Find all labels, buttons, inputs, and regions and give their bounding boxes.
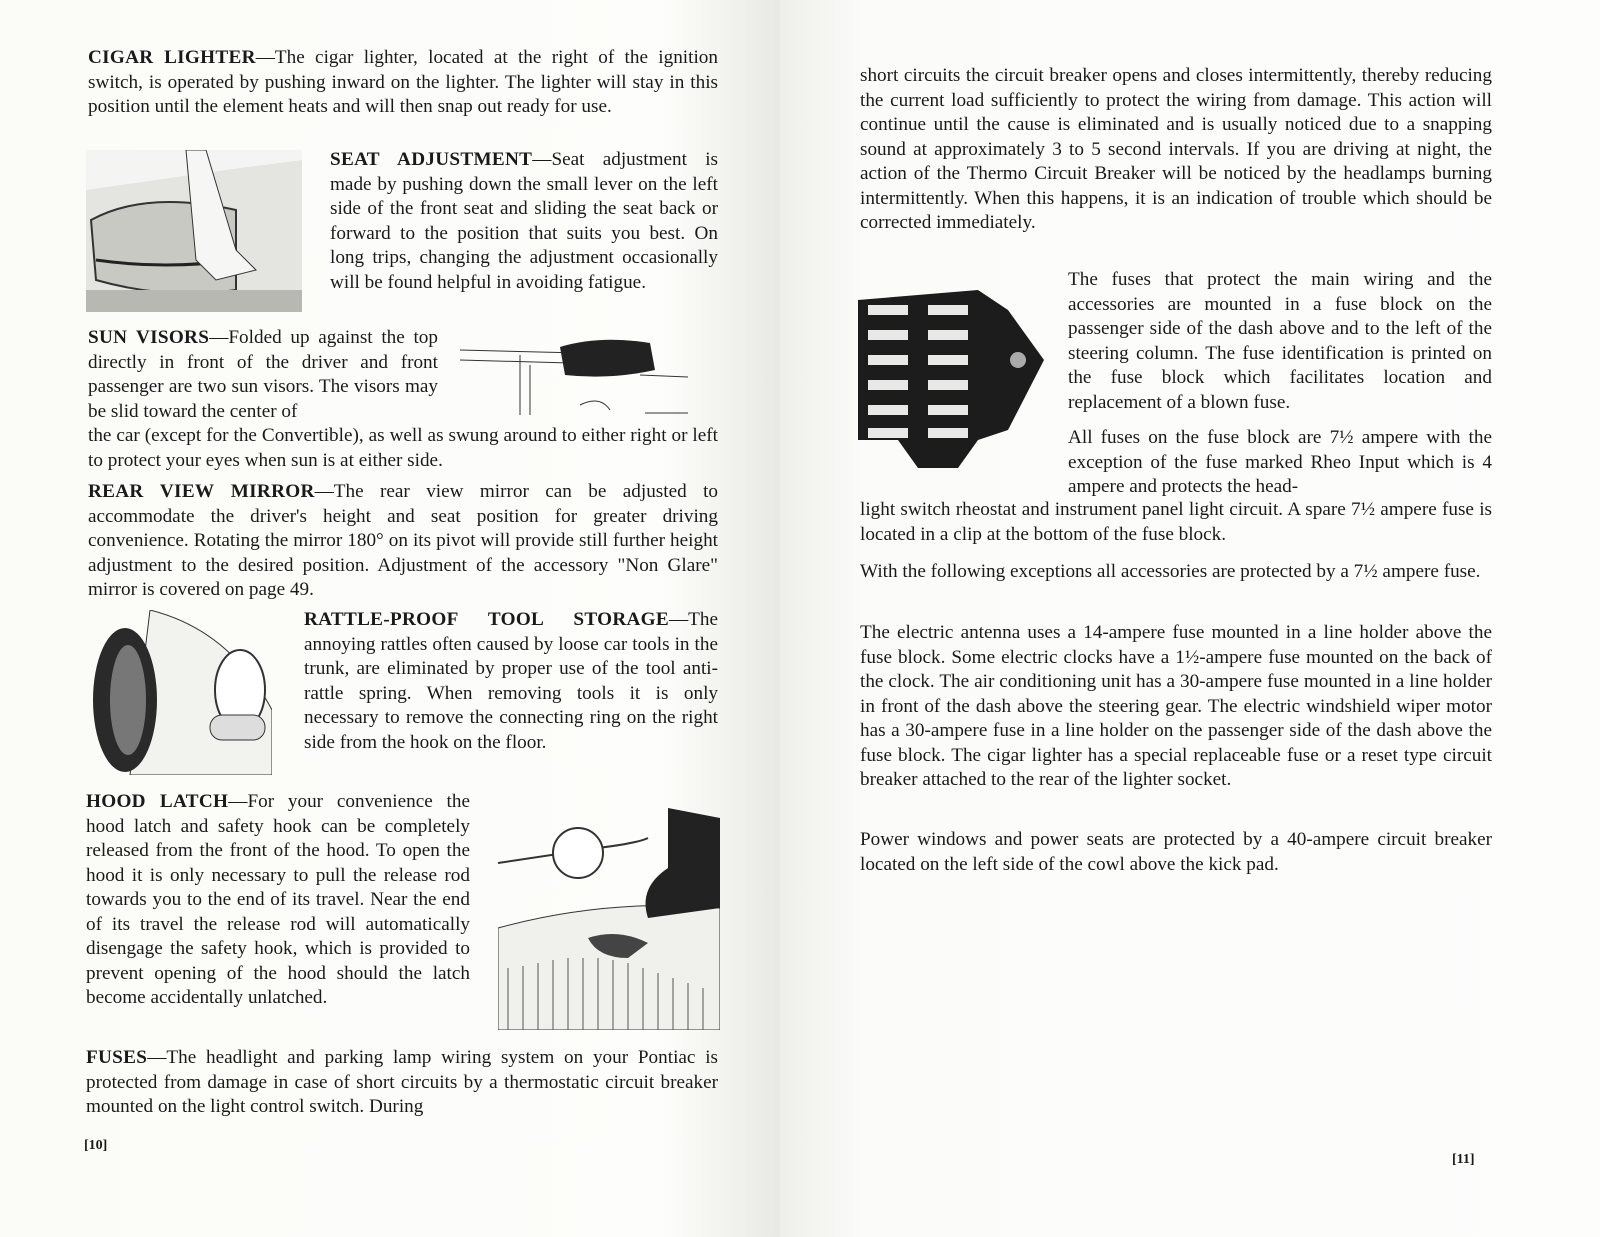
exceptions-paragraph: The electric antenna uses a 14-ampere fuse mounted in a line holder above the fuse block. Some electric clocks have a 1½-ampere fuse mounted on the back of the clock. The air conditioning unit has a 30-ampere fuse mounted in a line holder in front of the dash above the steering gear. The electric windshield wiper motor has a 30-ampere fuse in a line holder on the passenger side of the dash above the fuse block. The cigar lighter has a special replaceable fuse or a reset type circuit breaker attached to the rear of the lighter socket. <box>860 622 1492 790</box>
sun-visors-text-continued: the car (except for the Convertible), as well as swung around to either right or left to protect your eyes when sun is at either side. <box>88 425 718 471</box>
circuit-breaker-paragraph: short circuits the circuit breaker opens and closes intermittently, thereby reducing the current load sufficiently to protect the wiring from damage. This action will continue until the cause is eliminated and is usually noticed due to a snapping sound at approximately 3 to 5 second intervals. If you are driving at night, the action of the Thermo Circuit Breaker will be noticed by the headlamps burning intermittently. When this happens, it is an indication of trouble which should be corrected immediately. <box>860 65 1492 233</box>
sun-visor-illustration <box>460 335 688 417</box>
seat-adjustment-illustration <box>86 150 302 312</box>
fuse-block-paragraph: The fuses that protect the main wiring and the accessories are mounted in a fuse block on the passenger side of the dash above and to the left of the steering column. The fuse identification is printed on the fuse block which facilitates location and replacement of a blown fuse. <box>1068 269 1492 413</box>
hood-latch-section <box>86 790 470 1011</box>
page-number: [10] <box>84 1138 108 1153</box>
fuse-ratings-paragraph-continued: light switch rheostat and instrument panel light circuit. A spare 7½ ampere fuse is located in a clip at the bottom of the fuse block. <box>860 499 1492 545</box>
seat-adjustment-heading: SEAT ADJUSTMENT <box>330 149 533 170</box>
tool-storage-text: —The annoying rattles often caused by loose car tools in the trunk, are eliminated by proper use of the tool anti-rattle spring. When removing tools it is only necessary to remove the connecting ring on the right side from the hook on the floor. <box>304 609 718 753</box>
hood-latch-text: —For your convenience the hood latch and safety hook can be completely released from the front of the hood. To open the hood it is only necessary to pull the release rod towards you to the end of its travel. Near the end of its travel the release rod will automatically disengage the safety hook, which is provided to prevent opening of the hood should the latch become accidentally unlatched. <box>86 791 470 1008</box>
accessories-paragraph: With the following exceptions all accessories are protected by a 7½ ampere fuse. <box>860 561 1481 582</box>
fuse-block-illustration <box>858 280 1044 468</box>
fuses-heading: FUSES <box>86 1047 148 1068</box>
sun-visors-section <box>88 326 438 424</box>
fuses-text: —The headlight and parking lamp wiring system on your Pontiac is protected from damage in case of short circuits by a thermostatic circuit breaker mounted on the light control switch. During <box>86 1047 718 1117</box>
tool-storage-illustration <box>90 610 272 775</box>
sun-visors-text: —Folded up against the top directly in front of the driver and front passenger are two sun visors. The visors may be slid toward the center of <box>88 327 438 422</box>
cigar-lighter-section <box>88 46 718 120</box>
right-page <box>780 0 1600 1237</box>
page-number: [11] <box>1452 1152 1475 1167</box>
rear-view-mirror-section <box>88 480 718 603</box>
tool-storage-section <box>304 608 718 755</box>
fuse-ratings-paragraph: All fuses on the fuse block are 7½ ampere with the exception of the fuse marked Rheo Input which is 4 ampere and protects the head- <box>1068 427 1492 497</box>
fuses-section <box>86 1046 718 1120</box>
seat-adjustment-section <box>330 148 718 295</box>
cigar-lighter-heading: CIGAR LIGHTER <box>88 47 256 68</box>
sun-visors-heading: SUN VISORS <box>88 327 210 348</box>
left-page <box>0 0 780 1237</box>
power-windows-paragraph: Power windows and power seats are protected by a 40-ampere circuit breaker located on the left side of the cowl above the kick pad. <box>860 829 1492 875</box>
hood-latch-heading: HOOD LATCH <box>86 791 229 812</box>
tool-storage-heading: RATTLE-PROOF TOOL STORAGE <box>304 609 669 630</box>
cigar-lighter-text: —The cigar lighter, located at the right of the ignition switch, is operated by pushing inward on the lighter. The lighter will stay in this position until the element heats and will then snap out ready for use. <box>88 47 718 117</box>
hood-latch-illustration <box>498 808 720 1030</box>
seat-adjustment-text: —Seat adjustment is made by pushing down the small lever on the left side of the front seat and sliding the seat back or forward to the position that suits you best. On long trips, changing the adjustment occasionally will be found helpful in avoiding fatigue. <box>330 149 718 293</box>
rear-view-mirror-heading: REAR VIEW MIRROR <box>88 481 315 502</box>
rear-view-mirror-text: —The rear view mirror can be adjusted to accommodate the driver's height and seat position for greater driving convenience. Rotating the mirror 180° on its pivot will provide still further height adjustment to the desired position. Adjustment of the accessory "Non Glare" mirror is covered on page 49. <box>88 481 718 600</box>
